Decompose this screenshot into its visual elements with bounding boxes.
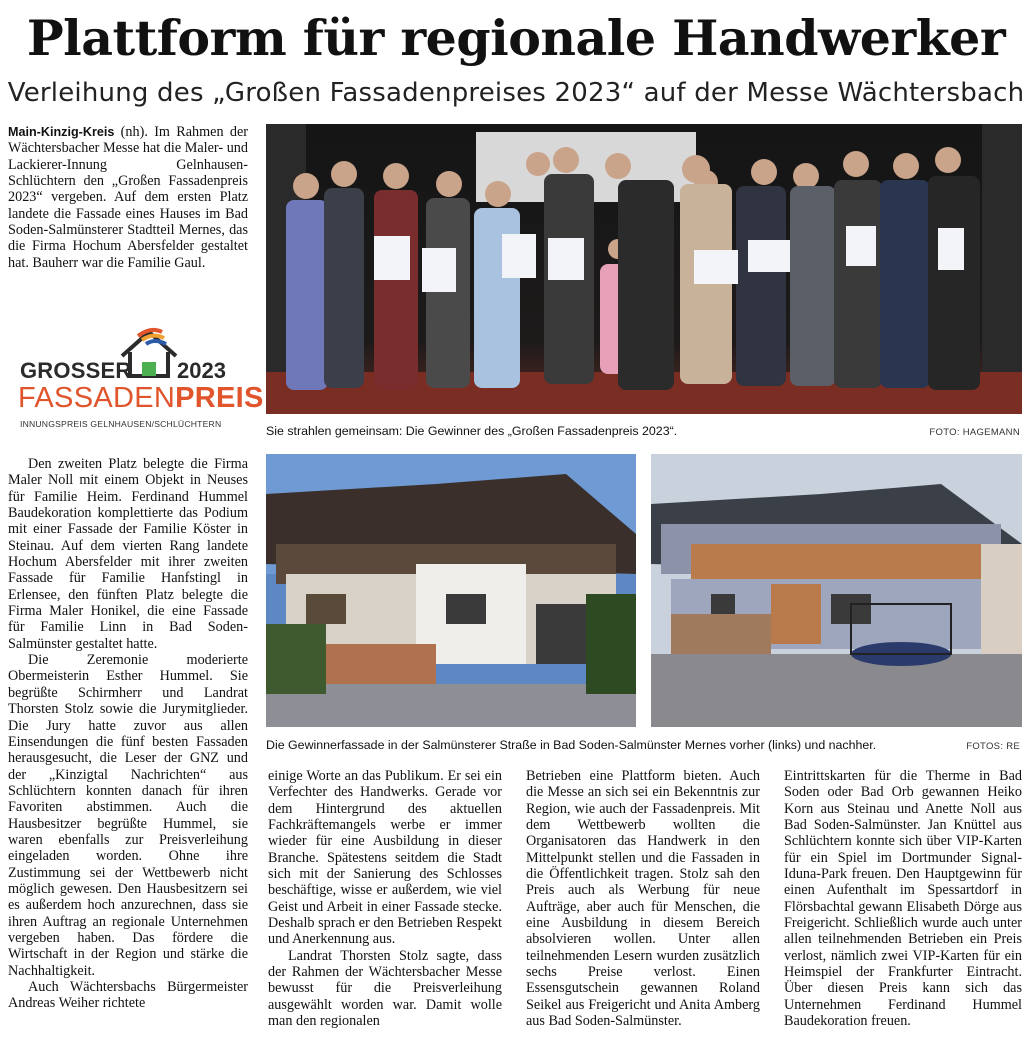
body-column-2 <box>268 768 502 1030</box>
logo-grosser: GROSSER <box>20 358 132 383</box>
intro-paragraph <box>8 124 248 271</box>
body-column-3 <box>526 768 760 1030</box>
body-paragraph: Betrieben eine Plattform bieten. Auch die Messe an sich sei ein Bekenntnis zur Region, wie auch der Fassadenpreis. Mit dem Wettbewerb wollten die Organisatoren das Handwerk in den Mittelpunkt stellen und die Fassaden in die Öffentlichkeit tragen. Stolz sah den Preis auch als Werbung für neue Aufträge, aber auch für Menschen, die eine Ausbildung in diesem Bereich absolvieren wollen. Unter allen teilnehmenden Lesern wurden zusätzlich sechs Preise verlost. Einen Essensgutschein gewannen Roland Seikel aus Freigericht und Anita Amberg aus Bad Soden-Salmünster. <box>526 768 760 1030</box>
intro-text: (nh). Im Rahmen der Wächtersbacher Messe hat die Maler- und Lackierer-Innung Gelnhausen-Schlüchtern den „Großen Fassadenpreis 2023“ vergeben. Auf dem ersten Platz landete die Fassade eines Hauses im Bad Soden-Salmünsterer Stadtteil Mernes, das die Firma Hochum Abersfelder gestaltet hat. Bauherr war die Familie Gaul. <box>8 124 248 271</box>
body-paragraph: Eintrittskarten für die Therme in Bad Soden oder Bad Orb gewannen Heiko Korn aus Steinau und Anette Noll aus Bad Soden-Salmünster. Jan Knüttel aus Schlüchtern konnte sich über VIP-Karten für ein Spiel im Dortmunder Signal-Iduna-Park freuen. Den Hauptgewinn für einen Aufenthalt im Spessartdorf in Flörsbachtal gewann Elisabeth Dörge aus Freigericht. Schließlich wurde auch unter allen teilnehmenden Betrieben ein Preis verlost, nämlich zwei VIP-Karten für ein Heimspiel der Frankfurter Eintracht. Über diesen Preis kann sich das Unternehmen Ferdinand Hummel Baudekoration freuen. <box>784 768 1022 1030</box>
logo-innungspreis: INNUNGSPREIS GELNHAUSEN/SCHLÜCHTERN <box>20 419 222 429</box>
intro-column <box>8 124 248 271</box>
body-column-4 <box>784 768 1022 1030</box>
body-paragraph: Landrat Thorsten Stolz sagte, dass der Rahmen der Wächtersbacher Messe bewusst für die Preisverleihung ausgewählt worden war. Damit wolle man den regionalen <box>268 947 502 1030</box>
facade-photo-credit: FOTOS: RE <box>966 741 1020 752</box>
logo-year: 2023 <box>177 358 226 383</box>
intro-lead: Main-Kinzig-Kreis <box>8 125 115 139</box>
body-column-1 <box>8 456 248 1012</box>
winners-photo-credit: FOTO: HAGEMANN <box>929 427 1020 438</box>
body-paragraph: einige Worte an das Publikum. Er sei ein Verfechter des Handwerks. Gerade vor dem Hintergrund des aktuellen Fachkräftemangels werbe er immer wieder für eine Ausbildung in dieser Branche. Spätestens seitdem die Stadt sich mit der Sanierung des Schlosses beschäftige, wisse er außerdem, wie viel Geist und Arbeit in einer Fassade stecke. Deshalb sprach er den Betrieben Respekt und Anerkennung aus. <box>268 768 502 948</box>
body-paragraph: Die Zeremonie moderierte Obermeisterin Esther Hummel. Sie begrüßte Schirmherr und Landrat Thorsten Stolz sowie die Jurymitglieder. Die Jury hatte zuvor aus allen Einsendungen die fünf besten Fassaden herausgesucht, die Leser der GNZ und der „Kinzigtal Nachrichten“ aus Schlüchtern konnten danach für ihren Favoriten abstimmen. Auch die Hausbesitzer begrüßte Hummel, sie waren ebenfalls zur Preisverleihung eingeladen worden. Ohne ihre Zustimmung sei der Wettbewerb nicht möglich gewesen. Den Hausbesitzern sei es außerdem hoch anzurechnen, dass sie ihren Auftrag an regionale Unternehmen vergeben haben. Das fördere die Wirtschaft in der Region und stärke die Nachhaltigkeit. <box>8 652 248 979</box>
body-paragraph: Den zweiten Platz belegte die Firma Maler Noll mit einem Objekt in Neuses für Familie Heim. Ferdinand Hummel Baudekoration komplettierte das Podium mit einer Fassade der Familie Köster in Steinau. Auf dem vierten Rang landete Hochum Abersfelder mit ihrer zweiten Fassade für Familie Hanfstingl in Erlensee, den fünften Platz belegte die Firma Maler Honikel, die eine Fassade für Familie Linn in Bad Soden-Salmünster gestaltet hatte. <box>8 456 248 652</box>
article-headline: Plattform für regionale Handwerker <box>26 9 1006 67</box>
winners-group-photo <box>266 124 1022 414</box>
winners-photo-caption: Sie strahlen gemeinsam: Die Gewinner des „Großen Fassadenpreis 2023“. <box>266 424 678 438</box>
facade-after-photo <box>651 454 1022 727</box>
body-paragraph: Auch Wächtersbachs Bürgermeister Andreas Weiher richtete <box>8 979 248 1012</box>
facade-photo-caption: Die Gewinnerfassade in der Salmünsterer Straße in Bad Soden-Salmünster Mernes vorher (links) und nachher. <box>266 738 877 752</box>
fassadenpreis-logo <box>14 322 264 434</box>
logo-fassadenpreis: FASSADENPREIS <box>18 382 264 414</box>
facade-before-photo <box>266 454 636 727</box>
article-subheadline: Verleihung des „Großen Fassadenpreises 2023“ auf der Messe Wächtersbach <box>7 78 1025 108</box>
